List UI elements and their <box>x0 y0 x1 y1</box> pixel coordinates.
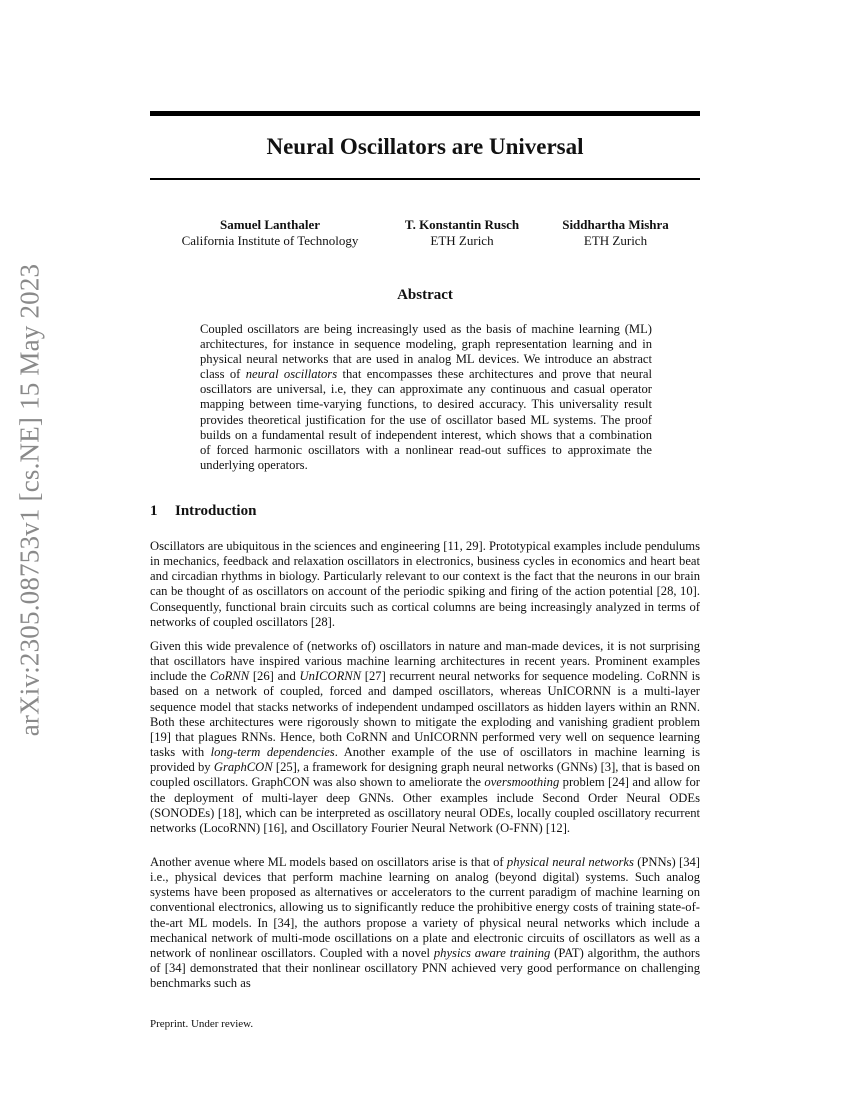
paragraph-text: [25], a framework for designing graph neural networks (GNNs) [3], that is based on coupled oscillators. GraphCON was also shown to ameliorate the <box>150 760 700 790</box>
paragraph-text: (PAT) algorithm, the authors of [34] demonstrated that their nonlinear oscillatory PNN achieved very good performance on challenging benchmarks such as <box>150 945 700 991</box>
title-rule-bottom <box>150 178 700 180</box>
abstract-text: Coupled oscillators are being increasingly used as the basis of machine learning (ML) architectures, for instance in sequence modeling, graph representation learning and in physical neural networks that are used in analog ML devices. We introduce an abstract class of <box>200 322 652 382</box>
author-name: Siddhartha Mishra <box>562 217 669 232</box>
author-block <box>392 217 532 249</box>
abstract-text: that encompasses these architectures and prove that neural oscillators are universal, i.e, they can approximate any continuous and casual operator mapping between time-varying functions, to desired accuracy. This universality result provides theoretical justification for the use of oscillator based ML systems. The proof builds on a fundamental result of independent interest, which shows that a combination of forced harmonic oscillators with a nonlinear read-out suffices to approximate the underlying operators. <box>200 367 652 472</box>
paragraph-text: [26] and <box>249 669 300 684</box>
author-block <box>170 217 370 249</box>
paragraph-emphasis: oversmoothing <box>484 775 560 790</box>
author-name: T. Konstantin Rusch <box>404 217 520 232</box>
author-block <box>548 217 683 249</box>
arxiv-stamp <box>10 263 50 737</box>
paper-title: Neural Oscillators are Universal <box>266 134 584 159</box>
paragraph-text: [27] recurrent neural networks for sequence modeling. CoRNN is based on a network of coupled, forced and damped oscillators, whereas UnICORNN is a multi-layer sequence model that stacks networks of independent undamped oscillators as hidden layers within an RNN. Both these architectures were rigorously shown to mitigate the exploding and vanishing gradient problem [19] that plagues RNNs. Hence, both CoRNN and UnICORNN performed very well on sequence learning tasks with <box>150 669 700 760</box>
preprint-footer: Preprint. Under review. <box>150 1018 254 1030</box>
paragraph-emphasis: physics aware training <box>433 945 551 960</box>
paragraph-emphasis: GraphCON <box>213 760 273 775</box>
intro-paragraph-3 <box>150 855 700 991</box>
arxiv-identifier: arXiv:2305.08753v1 [cs.NE] 15 May 2023 <box>14 263 45 737</box>
section-number: 1 <box>150 503 158 519</box>
paragraph-text: . Another example of the use of oscillators in machine learning is provided by <box>150 745 701 775</box>
author-affiliation: ETH Zurich <box>583 233 648 248</box>
title-rule-top <box>150 111 700 116</box>
author-affiliation: ETH Zurich <box>430 233 494 248</box>
paragraph-text: Another avenue where ML models based on oscillators arise is that of <box>150 855 507 869</box>
intro-paragraph-2 <box>150 639 700 836</box>
paragraph-emphasis: CoRNN <box>209 669 250 684</box>
section-heading <box>150 503 256 520</box>
author-name: Samuel Lanthaler <box>219 217 321 232</box>
abstract-heading: Abstract <box>397 287 453 303</box>
paragraph-emphasis: physical neural networks <box>506 855 634 869</box>
paragraph-text: (PNNs) [34] i.e., physical devices that perform machine learning on analog (beyond digital) systems. Such analog systems have been proposed as alternatives or accelerators to the current paradigm of machine learning on conventional electronics, allowing us to significantly reduce the prohibitive energy costs of training state-of-the-art ML models. In [34], the authors propose a variety of physical neural networks which include a mechanical network of multi-mode oscillations on a plate and electronic circuits of oscillators as well as a network of nonlinear oscillators. Coupled with a novel <box>150 855 700 960</box>
paragraph-text: problem [24] and allow for the deployment of multi-layer deep GNNs. Other examples include Second Order Neural ODEs (SONODEs) [18], which can be interpreted as oscillatory neural ODEs, locally coupled oscillatory recurrent networks (LocoRNN) [16], and Oscillatory Fourier Neural Network (O-FNN) [12]. <box>150 775 700 835</box>
author-affiliation: California Institute of Technology <box>181 233 359 248</box>
section-title: Introduction <box>175 503 257 519</box>
paragraph-text: Given this wide prevalence of (networks of) oscillators in nature and man-made devices, it is not surprising that oscillators have inspired various machine learning architectures in recent years. Prominent examples include the <box>150 639 700 684</box>
intro-paragraph-1: Oscillators are ubiquitous in the sciences and engineering [11, 29]. Prototypical examples include pendulums in mechanics, feedback and relaxation oscillators in electronics, business cycles in economics and heart beat and circadian rhythms in biology. Particularly relevant to our context is the fact that the neurons in our brain can be thought of as oscillators on account of the periodic spiking and firing of the action potential [28, 10]. Consequently, functional brain circuits such as cortical columns are being increasingly analyzed in terms of networks of coupled oscillators [28]. <box>150 539 700 629</box>
abstract-body <box>200 322 652 473</box>
paragraph-emphasis: UnICORNN <box>299 669 362 684</box>
paragraph-emphasis: long-term dependencies <box>210 745 335 760</box>
abstract-emphasis: neural oscillators <box>245 367 338 382</box>
